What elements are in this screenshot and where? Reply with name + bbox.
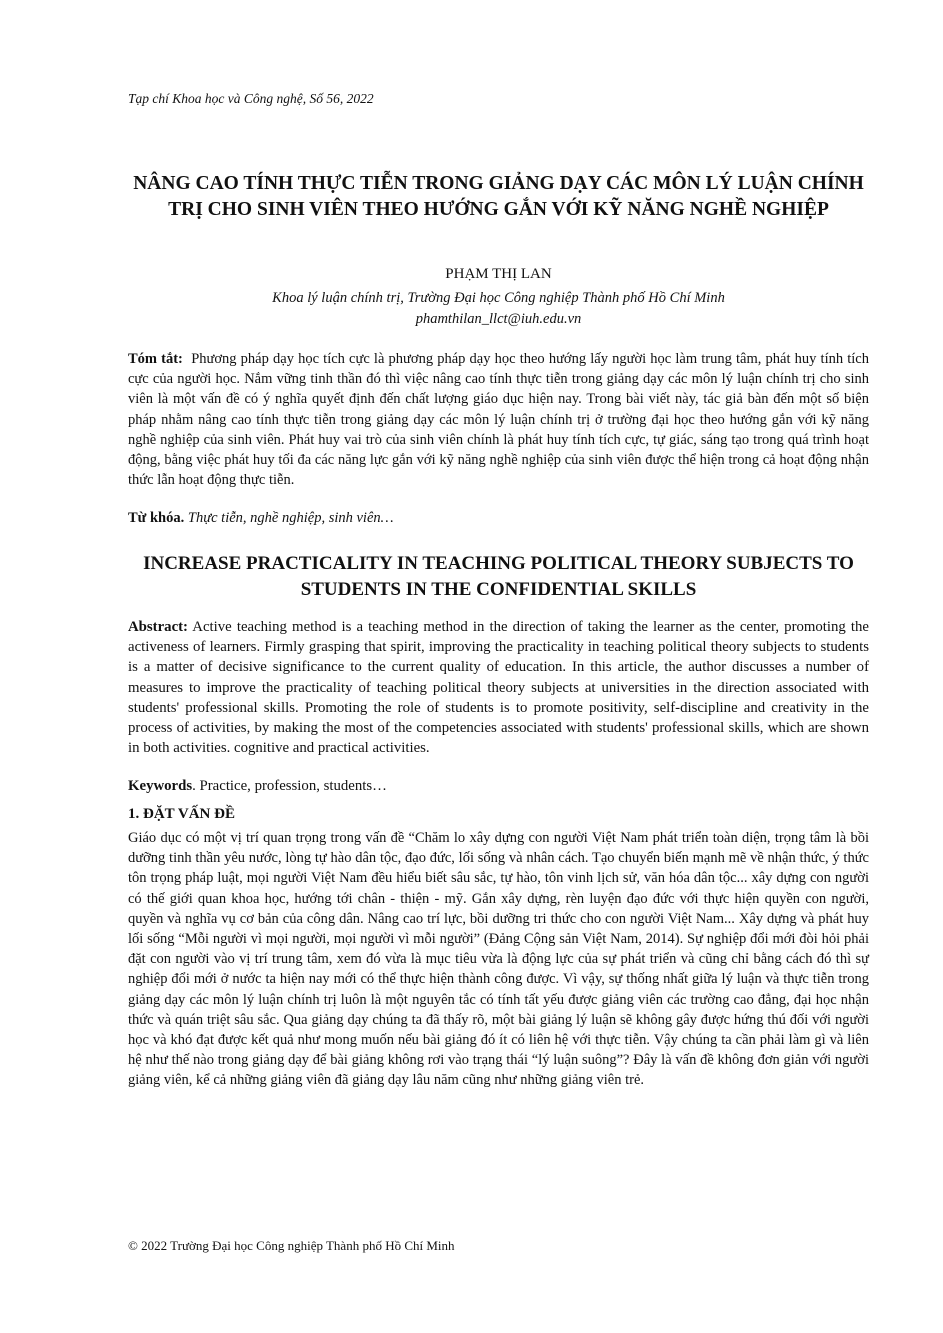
section-body: Giáo dục có một vị trí quan trọng trong vấn đề “Chăm lo xây dựng con người Việt Nam phát triển toàn diện, trọng tâm là bồi dưỡng tinh thần yêu nước, lòng tự hào dân tộc, đạo đức, lối sống và nhân cách. Tạo chuyển biến mạnh mẽ về nhận thức, ý thức tôn trọng pháp luật, mọi người Việt Nam đều hiểu biết sâu sắc, tự hào, tôn vinh lịch sử, văn hóa dân tộc... xây dựng con người có thế giới quan khoa học, hướng tới chân - thiện - mỹ. Gắn xây dựng, rèn luyện đạo đức với thực hiện quyền con người, quyền và nghĩa vụ cơ bản của công dân. Nâng cao trí lực, bồi dưỡng tri thức cho con người Việt Nam... Xây dựng và phát huy lối sống “Mỗi người vì mọi người, mọi người vì mỗi người” (Đảng Cộng sản Việt Nam, 2014). Sự nghiệp đổi mới đòi hỏi phải đặt con người vào vị trí trung tâm, xem đó vừa là mục tiêu vừa là động lực của sự phát triển và cũng chỉ bằng cách đó thì sự nghiệp đổi mới ở nước ta hiện nay mới có thể thực hiện thành công được. Vì vậy, sự thống nhất giữa lý luận và thực tiễn trong giảng dạy các môn lý luận chính trị luôn là một nguyên tắc có tính tất yếu được giảng viên các trường cao đẳng, đại học nhận thức và quán triệt sâu sắc. Qua giảng dạy chúng ta đã thấy rõ, một bài giảng lý luận sẽ không gây được hứng thú đối với người học và khó đạt được kết quả như mong muốn nếu bài giảng đó ít có liên hệ với thực tiễn. Vậy chúng ta cần phải làm gì và liên hệ như thế nào trong giảng dạy để bài giảng không rơi vào trạng thái “lý luận suông”? Đây là vấn đề không đơn giản với người giảng viên, kể cả những giảng viên đã giảng dạy lâu năm cũng như những giảng viên trẻ. [128, 830, 869, 1089]
paper-title-vi: NÂNG CAO TÍNH THỰC TIỄN TRONG GIẢNG DẠY CÁC MÔN LÝ LUẬN CHÍNH TRỊ CHO SINH VIÊN THEO HƯỚNG GẮN VỚI KỸ NĂNG NGHỀ NGHIỆP [133, 173, 864, 220]
keywords-vi [128, 510, 394, 527]
section-heading: 1. ĐẶT VẤN ĐỀ [128, 806, 235, 822]
paper-title-en: INCREASE PRACTICALITY IN TEACHING POLITICAL THEORY SUBJECTS TO STUDENTS IN THE CONFIDENTIAL SKILLS [143, 553, 854, 600]
abstract-vi-text: Phương pháp dạy học tích cực là phương pháp dạy học theo hướng lấy người học làm trung tâm, phát huy tính tích cực của người học. Nắm vững tinh thần đó thì việc nâng cao tính thực tiễn trong giảng dạy các môn lý luận chính trị cho sinh viên là một vấn đề có ý nghĩa quyết định đến chất lượng giáo dục hiện nay. Trong bài viết này, tác giả bàn đến một số biện pháp nhằm nâng cao tính thực tiễn trong giảng dạy các môn lý luận chính trị ở trường đại học theo hướng gắn với kỹ năng nghề nghiệp của sinh viên. Phát huy vai trò của sinh viên chính là phát huy tính tích cực, tự giác, sáng tạo trong quá trình hoạt động, bằng việc phát huy tối đa các năng lực gắn với kỹ năng nghề nghiệp của sinh viên được thể hiện trong cả hoạt động nhận thức lẫn hoạt động thực tiễn. [128, 351, 869, 489]
copyright-footer: © 2022 Trường Đại học Công nghiệp Thành phố Hồ Chí Minh [128, 1238, 455, 1253]
abstract-en [128, 617, 869, 758]
abstract-vi-label: Tóm tắt: [128, 351, 183, 367]
keywords-en-label: Keywords [128, 778, 193, 794]
abstract-en-label: Abstract: [128, 619, 188, 635]
author-affiliation: Khoa lý luận chính trị, Trường Đại học Công nghiệp Thành phố Hồ Chí Minh [272, 290, 725, 306]
journal-header: Tạp chí Khoa học và Công nghệ, Số 56, 2022 [128, 91, 374, 106]
keywords-vi-label: Từ khóa. [128, 510, 185, 526]
author-name: PHẠM THỊ LAN [445, 266, 552, 282]
author-email[interactable]: phamthilan_llct@iuh.edu.vn [415, 311, 582, 327]
abstract-en-text: Active teaching method is a teaching method in the direction of taking the learner as the center, promoting the activeness of learners. Firmly grasping that spirit, improving the practicality in teaching political theory subjects to students is a matter of decisive significance to the current quality of education. In this article, the author discusses a number of measures to improve the practicality of teaching political theory subjects at universities in the direction associated with students' professional skills. Promoting the role of students is to promote positivity, self-discipline and creativity in the process of activities, by making the most of the competencies associated with students' professional skills, which are shown in both activities. cognitive and practical activities. [128, 619, 870, 757]
keywords-en-text: . Practice, profession, students… [192, 778, 387, 794]
keywords-en [128, 778, 387, 795]
keywords-vi-text: Thực tiễn, nghề nghiệp, sinh viên… [187, 510, 394, 526]
abstract-vi [128, 349, 869, 490]
